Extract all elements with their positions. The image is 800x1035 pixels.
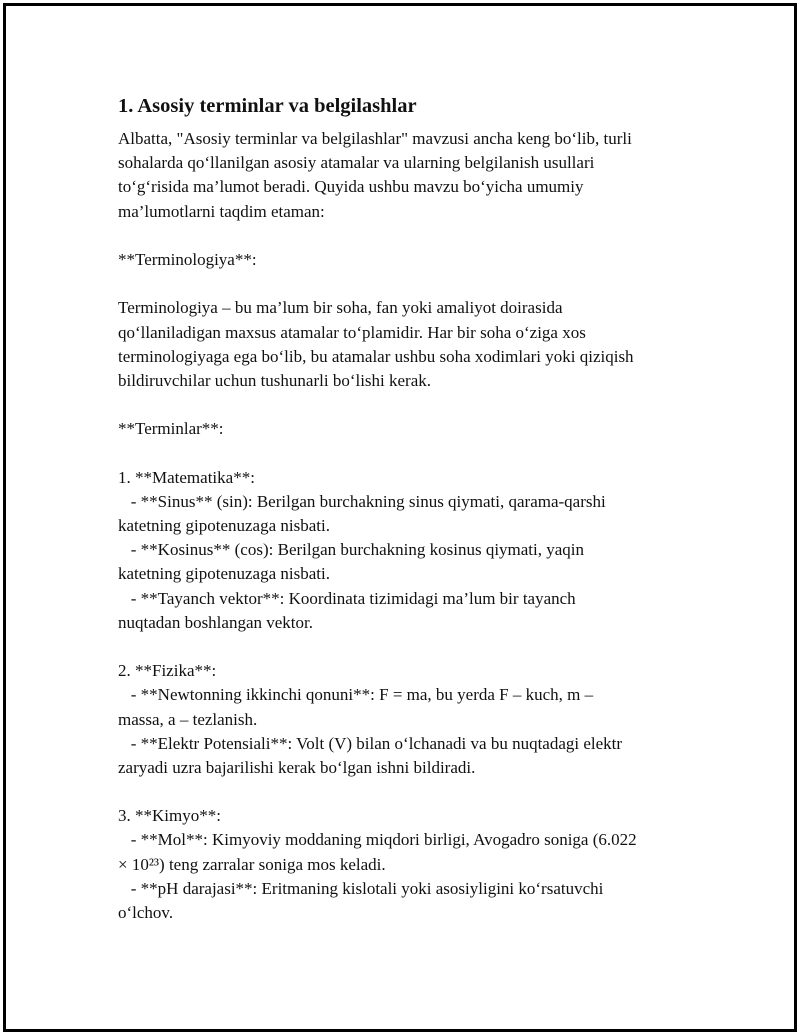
text-line: nuqtadan boshlangan vektor. [118,612,313,632]
text-line: 1. **Matematika**: [118,467,255,487]
text-line: - **Tayanch vektor**: Koordinata tizimidagi ma’lum bir tayanch [118,588,576,608]
text-line: Albatta, "Asosiy terminlar va belgilashlar" mavzusi ancha keng bo‘lib, turli [118,129,632,148]
text-line: **Terminlar**: [118,419,224,439]
text-line: katetning gipotenuzaga nisbati. [118,516,330,535]
blank-line [118,635,690,659]
blank-line [118,780,690,804]
text-line: to‘g‘risida ma’lumot beradi. Quyida ushbu mavzu bo‘yicha umumiy [118,177,584,197]
text-line: terminologiyaga ega bo‘lib, bu atamalar ushbu soha xodimlari yoki qiziqish [118,346,634,366]
blank-line [118,393,690,417]
text-line: o‘lchov. [118,903,174,922]
text-line: sohalarda qo‘llanilgan asosiy atamalar va ularning belgilanish usullari [118,153,595,173]
document-heading: 1. Asosiy terminlar va belgilashlar [118,95,417,117]
text-line: ma’lumotlarni taqdim etaman: [118,201,325,221]
text-line: - **Elektr Potensiali**: Volt (V) bilan o‘lchanadi va bu nuqtadagi elektr [118,733,623,753]
text-line: × 10²³) teng zarralar soniga mos keladi. [118,854,386,874]
text-line: bildiruvchilar uchun tushunarli bo‘lishi kerak. [118,370,432,390]
text-line: - **pH darajasi**: Eritmaning kislotali yoki asosiyligini ko‘rsatuvchi [118,878,604,898]
blank-line [118,272,690,296]
blank-line [118,224,690,248]
text-line: qo‘llaniladigan maxsus atamalar to‘plamidir. Har bir soha o‘ziga xos [118,322,586,342]
document-body [118,127,690,925]
text-line: - **Newtonning ikkinchi qonuni**: F = ma, bu yerda F – kuch, m – [118,685,594,705]
text-line: katetning gipotenuzaga nisbati. [118,564,330,584]
document-content [118,93,690,925]
text-line: 3. **Kimyo**: [118,806,221,826]
blank-line [118,441,690,465]
text-line: zaryadi uzra bajarilishi kerak bo‘lgan ishni bildiradi. [118,757,476,777]
text-line: - **Kosinus** (cos): Berilgan burchakning kosinus qiymati, yaqin [118,540,585,560]
text-line: 2. **Fizika**: [118,661,217,681]
text-line: massa, a – tezlanish. [118,709,258,729]
text-line: Terminologiya – bu ma’lum bir soha, fan yoki amaliyot doirasida [118,298,563,318]
text-line: - **Sinus** (sin): Berilgan burchakning sinus qiymati, qarama-qarshi [118,491,606,511]
text-line: **Terminologiya**: [118,249,257,269]
text-line: - **Mol**: Kimyoviy moddaning miqdori birligi, Avogadro soniga (6.022 [118,830,637,850]
